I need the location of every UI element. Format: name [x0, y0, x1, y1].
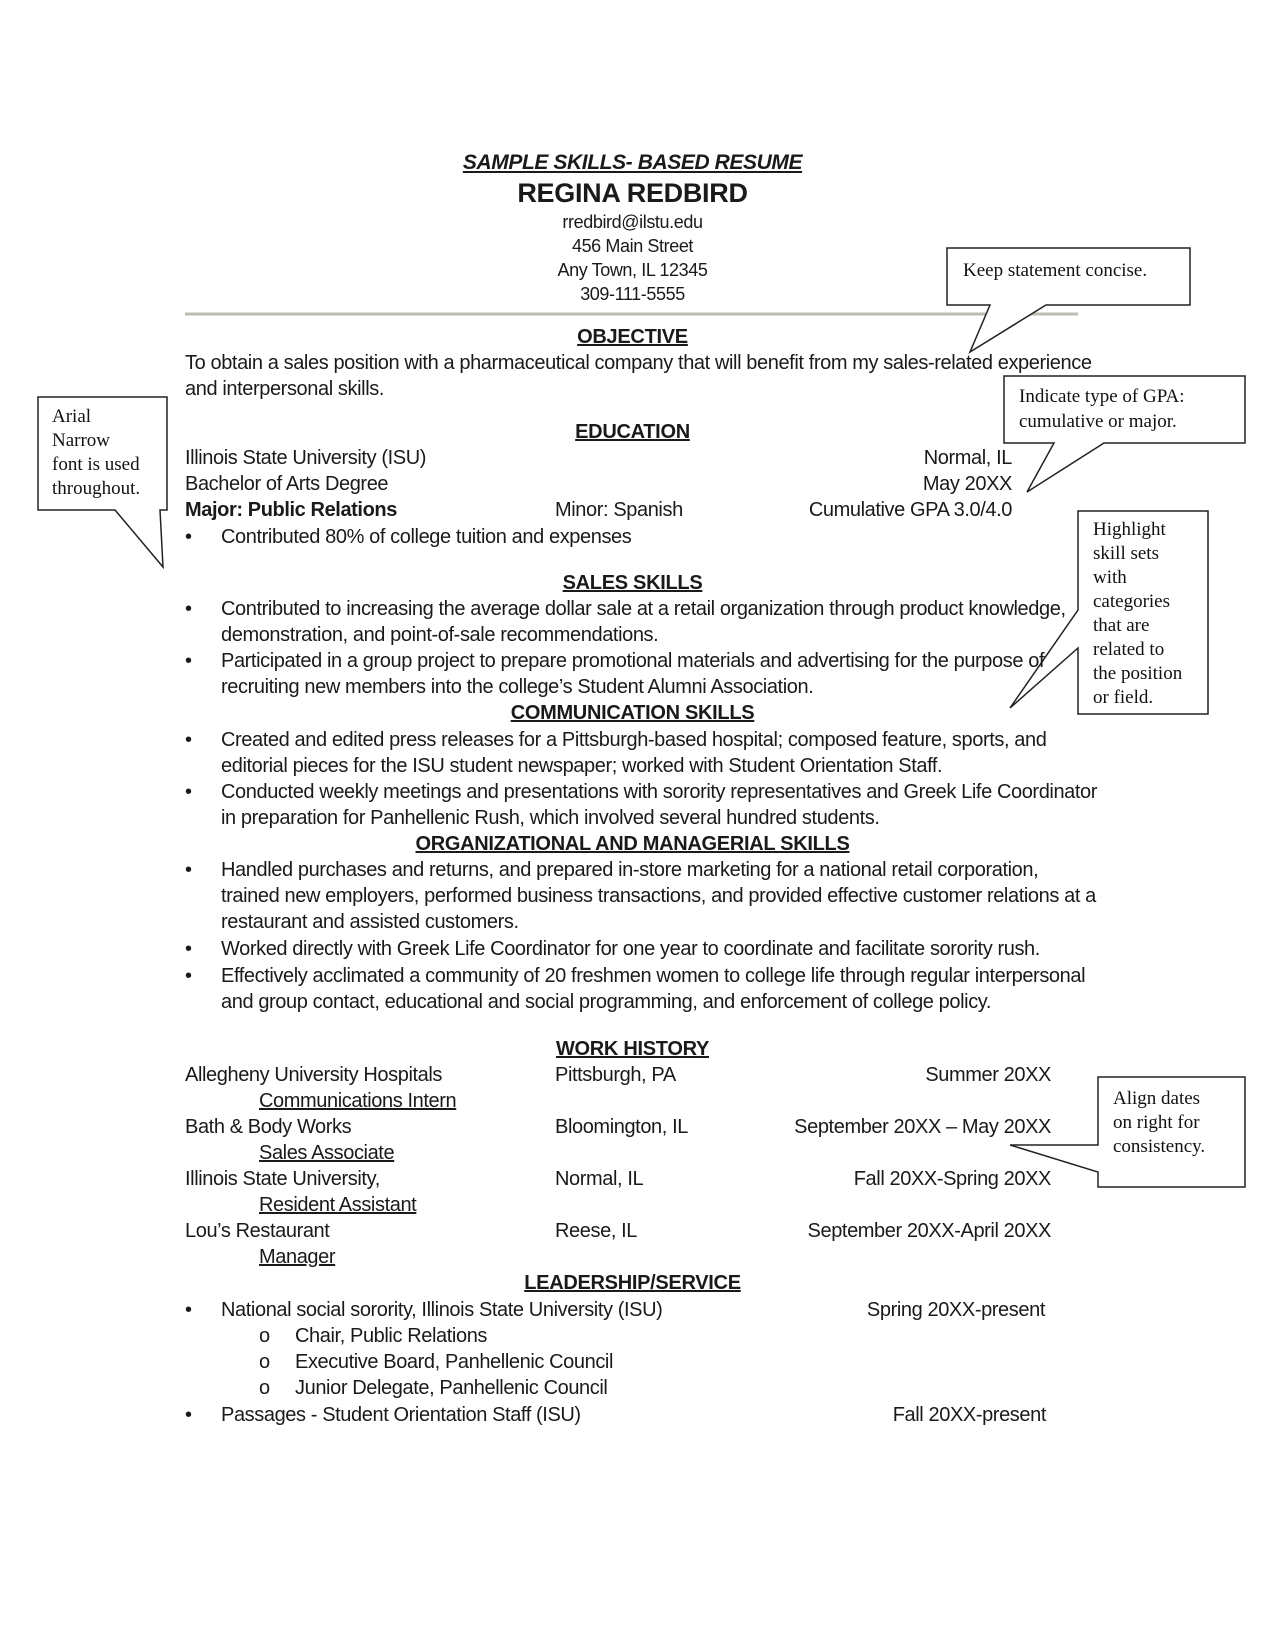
callout-skills-line6: related to: [1093, 639, 1165, 660]
job-location: Reese, IL: [555, 1220, 638, 1242]
job-location: Pittsburgh, PA: [555, 1064, 676, 1086]
leadership-item2-dates: Fall 20XX-present: [892, 1404, 1046, 1426]
education-gpa: Cumulative GPA 3.0/4.0: [808, 499, 1012, 521]
sales-b2-line1: Participated in a group project to prepare promotional materials and advertising for the purpose of: [221, 650, 1045, 672]
education-heading: EDUCATION: [575, 421, 690, 443]
contact-street: 456 Main Street: [571, 236, 694, 256]
callout-dates-line2: on right for: [1113, 1112, 1200, 1133]
job-title: Communications Intern: [259, 1090, 457, 1112]
education-date: May 20XX: [922, 473, 1012, 495]
callout-skills-line5: that are: [1093, 615, 1150, 636]
objective-line1: To obtain a sales position with a pharmaceutical company that will benefit from my sales-related experience: [185, 352, 1092, 374]
bullet: •: [185, 781, 192, 803]
objective-line2: and interpersonal skills.: [185, 378, 384, 400]
sales-b1-line1: Contributed to increasing the average dollar sale at a retail organization through product knowledge,: [221, 598, 1066, 620]
contact-city: Any Town, IL 12345: [557, 260, 708, 280]
bullet: •: [185, 729, 192, 751]
callout-skills-line8: or field.: [1093, 687, 1154, 708]
callout-concise-text: Keep statement concise.: [963, 260, 1148, 281]
sub-bullet: o: [259, 1377, 270, 1399]
leadership-item2: Passages - Student Orientation Staff (ISU): [221, 1404, 581, 1426]
callout-skills-line4: categories: [1093, 591, 1171, 612]
callout-font-line4: throughout.: [52, 478, 141, 499]
job-employer: Illinois State University,: [185, 1168, 380, 1190]
org-b3-line1: Effectively acclimated a community of 20 freshmen women to college life through regular interpersonal: [221, 965, 1086, 987]
comm-b1-line1: Created and edited press releases for a Pittsburgh-based hospital; composed feature, sports, and: [221, 729, 1047, 751]
org-skills-heading: ORGANIZATIONAL AND MANAGERIAL SKILLS: [415, 833, 850, 855]
leadership-sub-item: Chair, Public Relations: [295, 1325, 488, 1347]
bullet: •: [185, 526, 192, 548]
leadership-item1: National social sorority, Illinois State University (ISU): [221, 1299, 663, 1321]
job-employer: Allegheny University Hospitals: [185, 1064, 443, 1086]
job-location: Bloomington, IL: [555, 1116, 688, 1138]
job-dates: Summer 20XX: [925, 1064, 1051, 1086]
sample-title: SAMPLE SKILLS- BASED RESUME: [462, 151, 803, 174]
leadership-heading: LEADERSHIP/SERVICE: [524, 1272, 741, 1294]
sub-bullet: o: [259, 1325, 270, 1347]
sales-skills-heading: SALES SKILLS: [562, 572, 703, 594]
work-history-heading: WORK HISTORY: [555, 1038, 710, 1060]
education-bullet: Contributed 80% of college tuition and expenses: [221, 526, 632, 548]
callout-skills-line1: Highlight: [1093, 519, 1166, 540]
org-b2-line1: Worked directly with Greek Life Coordinator for one year to coordinate and facilitate sorority rush.: [221, 938, 1040, 960]
org-b1-line3: restaurant and assisted customers.: [221, 911, 519, 933]
job-dates: September 20XX-April 20XX: [807, 1220, 1051, 1242]
sub-bullet: o: [259, 1351, 270, 1373]
org-b3-line2: and group contact, educational and social programming, and enforcement of college policy.: [221, 991, 992, 1013]
job-dates: September 20XX – May 20XX: [794, 1116, 1051, 1138]
communication-skills-heading: COMMUNICATION SKILLS: [510, 702, 755, 724]
leadership-sub-item: Executive Board, Panhellenic Council: [295, 1351, 614, 1373]
education-major: Major: Public Relations: [185, 499, 397, 521]
job-title: Manager: [259, 1246, 336, 1268]
bullet: •: [185, 598, 192, 620]
callout-dates-line1: Align dates: [1113, 1088, 1201, 1109]
callout-gpa-line2: cumulative or major.: [1019, 411, 1177, 432]
education-location: Normal, IL: [923, 447, 1012, 469]
org-b1-line1: Handled purchases and returns, and prepared in-store marketing for a national retail corporation,: [221, 859, 1039, 881]
objective-heading: OBJECTIVE: [577, 326, 688, 348]
callout-skills-line7: the position: [1093, 663, 1183, 684]
callout-gpa-line1: Indicate type of GPA:: [1019, 386, 1185, 407]
job-location: Normal, IL: [555, 1168, 644, 1190]
job-title: Sales Associate: [259, 1142, 395, 1164]
callout-font-line1: Arial: [52, 406, 92, 427]
bullet: •: [185, 859, 192, 881]
bullet: •: [185, 650, 192, 672]
education-minor: Minor: Spanish: [555, 499, 683, 521]
bullet: •: [185, 1299, 192, 1321]
callout-skills-line3: with: [1093, 567, 1127, 588]
bullet: •: [185, 965, 192, 987]
job-employer: Bath & Body Works: [185, 1116, 352, 1138]
sales-b2-line2: recruiting new members into the college’s Student Alumni Association.: [221, 676, 814, 698]
callout-skills-line2: skill sets: [1093, 543, 1159, 564]
comm-b1-line2: editorial pieces for the ISU student newspaper; worked with Student Orientation Staff.: [221, 755, 943, 777]
contact-email: rredbird@ilstu.edu: [562, 212, 703, 232]
comm-b2-line1: Conducted weekly meetings and presentations with sorority representatives and Greek Life Coordinator: [221, 781, 1098, 803]
bullet: •: [185, 938, 192, 960]
resume-name: REGINA REDBIRD: [517, 178, 748, 208]
education-school: Illinois State University (ISU): [185, 447, 426, 469]
job-title: Resident Assistant: [259, 1194, 417, 1216]
org-b1-line2: trained new employers, performed business transactions, and provided effective customer relations at a: [221, 885, 1096, 907]
comm-b2-line2: in preparation for Panhellenic Rush, which involved several hundred students.: [221, 807, 880, 829]
contact-phone: 309-111-5555: [580, 284, 685, 304]
job-employer: Lou’s Restaurant: [185, 1220, 330, 1242]
education-degree: Bachelor of Arts Degree: [185, 473, 389, 495]
callout-dates-line3: consistency.: [1113, 1136, 1206, 1157]
callout-font-line2: Narrow: [52, 430, 111, 451]
callout-font-line3: font is used: [52, 454, 140, 475]
sales-b1-line2: demonstration, and point-of-sale recommendations.: [221, 624, 659, 646]
leadership-sub-item: Junior Delegate, Panhellenic Council: [295, 1377, 608, 1399]
leadership-item1-dates: Spring 20XX-present: [866, 1299, 1045, 1321]
bullet: •: [185, 1404, 192, 1426]
job-dates: Fall 20XX-Spring 20XX: [853, 1168, 1051, 1190]
